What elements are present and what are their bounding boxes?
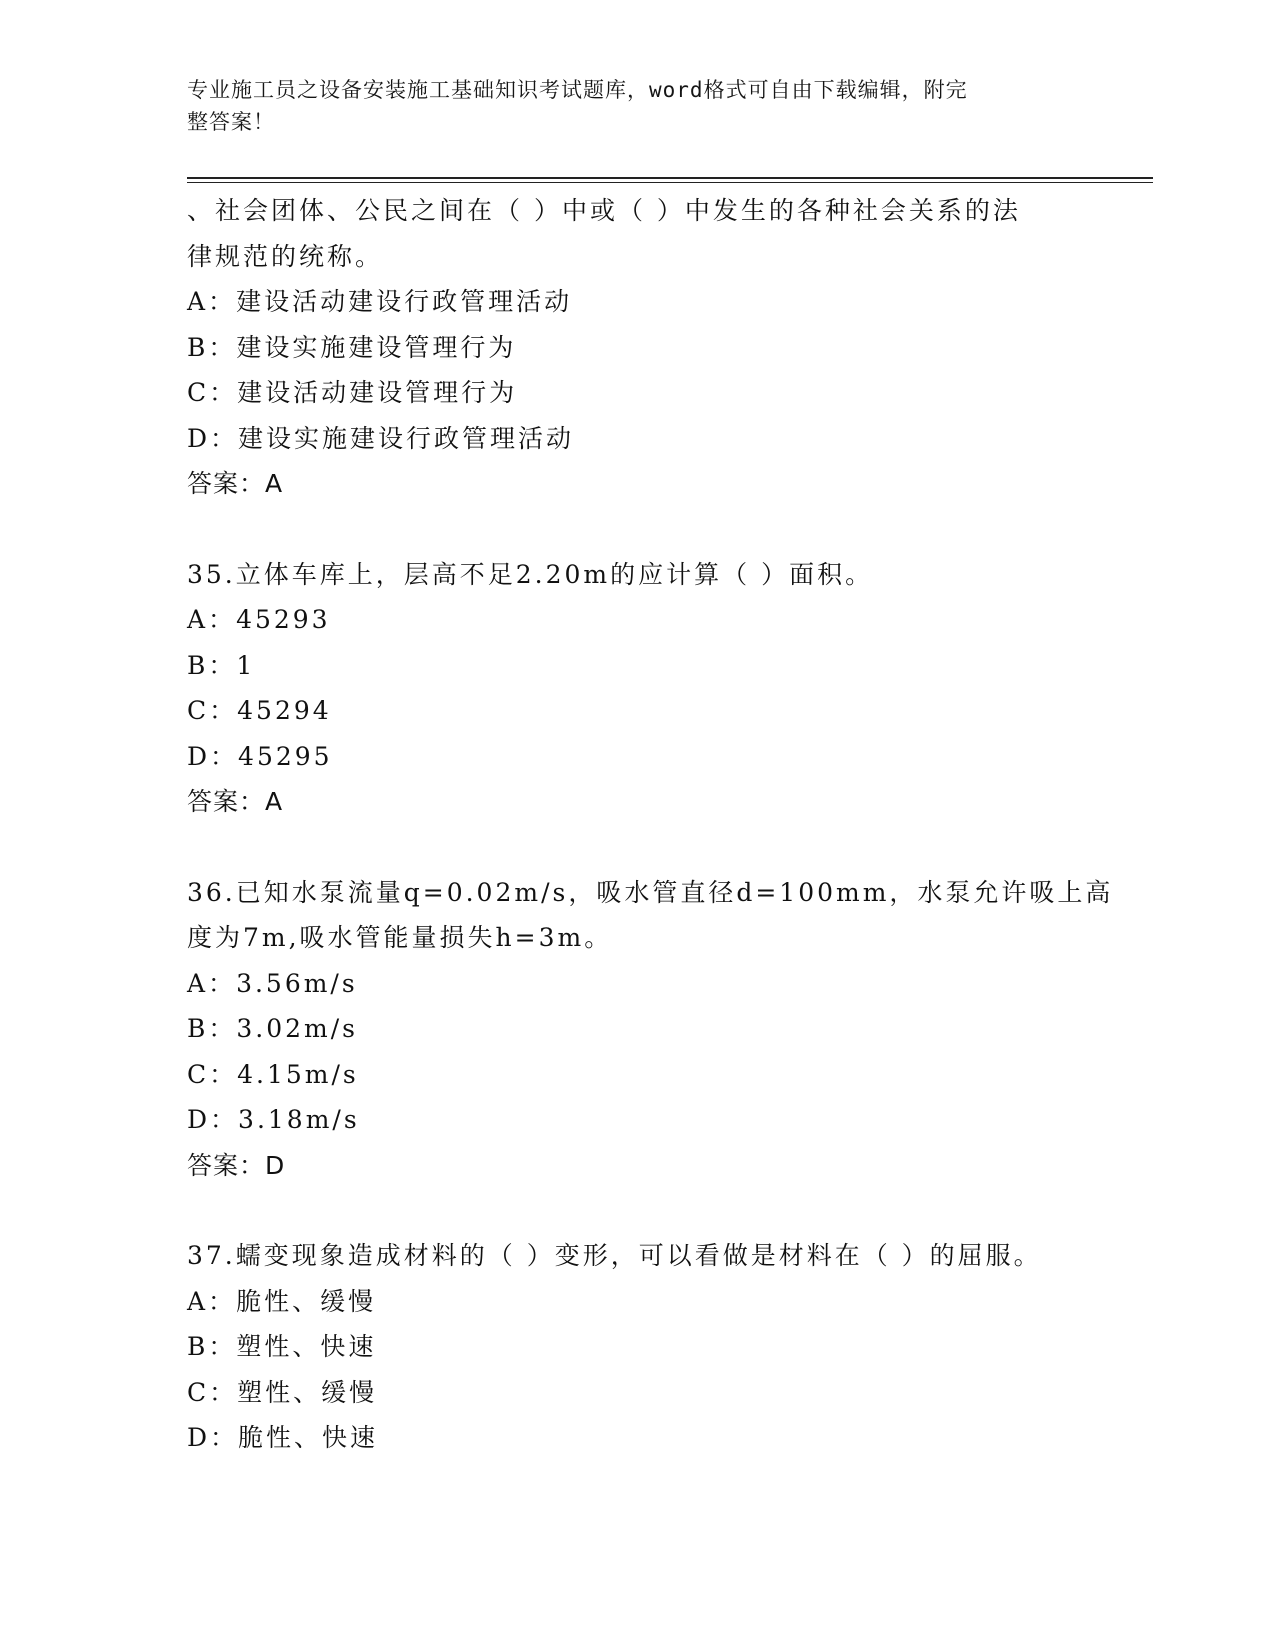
option-c (187, 1370, 1067, 1416)
option-c (187, 370, 1067, 416)
answer-line: 答案：A (187, 469, 284, 498)
option-a (187, 279, 1067, 325)
option-text: 脆性、快速 (238, 1423, 379, 1452)
option-letter: C： (187, 696, 238, 725)
question-text-line: 36.已知水泵流量q=0.02m/s，吸水管直径d=100mm，水泵允许吸上高 (187, 877, 1114, 907)
option-text: 1 (236, 650, 256, 680)
option-letter: B： (187, 1014, 237, 1043)
option-letter: B： (187, 332, 237, 362)
option-letter: D： (187, 1105, 239, 1134)
question-content (187, 188, 1114, 1461)
question-text-line: 37.蠕变现象造成材料的（ ）变形，可以看做是材料在（ ）的屈服。 (187, 1241, 1042, 1270)
question-text-line: 35.立体车库上，层高不足2.20m的应计算（ ）面积。 (187, 559, 874, 589)
option-letter: D： (187, 741, 239, 771)
spacer (187, 825, 1067, 870)
option-b (187, 643, 1067, 689)
spacer (187, 507, 1067, 552)
question-text-line: 律规范的统称。 (187, 241, 384, 271)
spacer (187, 1188, 1067, 1233)
option-letter: B： (187, 650, 237, 680)
option-b (187, 325, 1067, 371)
option-b (187, 1324, 1067, 1370)
question-36 (187, 870, 1114, 1189)
question-text-line: 度为7m,吸水管能量损失h=3m。 (187, 923, 613, 952)
option-text: 脆性、缓慢 (236, 1286, 377, 1316)
answer-line: 答案：A (187, 787, 284, 816)
header-divider-thin (187, 182, 1153, 183)
option-text: 建设实施建设行政管理活动 (238, 423, 575, 453)
option-text: 45293 (236, 605, 331, 634)
option-d (187, 734, 1067, 780)
option-letter: C： (187, 1377, 238, 1407)
option-d (187, 1097, 1067, 1143)
option-letter: D： (187, 423, 239, 453)
option-d (187, 1415, 1067, 1461)
question-37 (187, 1233, 1067, 1461)
option-text: 建设活动建设管理行为 (237, 378, 518, 407)
option-letter: D： (187, 1423, 239, 1452)
header-line-2: 整答案！ (187, 110, 275, 134)
option-text: 4.15m/s (237, 1059, 359, 1089)
option-c (187, 1052, 1067, 1098)
option-text: 45295 (238, 741, 333, 771)
document-header (187, 74, 1067, 138)
question-fragment (187, 188, 1067, 507)
option-b (187, 1006, 1067, 1052)
option-letter: C： (187, 378, 238, 407)
option-text: 3.02m/s (236, 1014, 358, 1043)
option-text: 建设活动建设行政管理活动 (236, 287, 573, 316)
header-line-1: 专业施工员之设备安装施工基础知识考试题库，word格式可自由下载编辑，附完 (187, 78, 968, 102)
option-letter: A： (187, 968, 237, 998)
option-a (187, 961, 1067, 1007)
option-letter: A： (187, 1286, 237, 1316)
option-letter: A： (187, 605, 237, 634)
option-letter: A： (187, 287, 237, 316)
option-text: 塑性、快速 (236, 1332, 377, 1361)
option-a (187, 597, 1067, 643)
option-text: 45294 (237, 696, 332, 725)
question-text-line: 、社会团体、公民之间在（ ）中或（ ）中发生的各种社会关系的法 (187, 196, 1021, 225)
option-letter: C： (187, 1059, 238, 1089)
option-text: 3.18m/s (238, 1105, 360, 1134)
question-35 (187, 552, 1067, 825)
option-text: 塑性、缓慢 (237, 1377, 378, 1407)
option-letter: B： (187, 1332, 237, 1361)
header-divider-thick (187, 177, 1153, 179)
option-text: 建设实施建设管理行为 (236, 332, 517, 362)
option-c (187, 688, 1067, 734)
option-d (187, 416, 1067, 462)
answer-line: 答案：D (187, 1150, 286, 1180)
option-text: 3.56m/s (236, 968, 358, 998)
option-a (187, 1279, 1067, 1325)
